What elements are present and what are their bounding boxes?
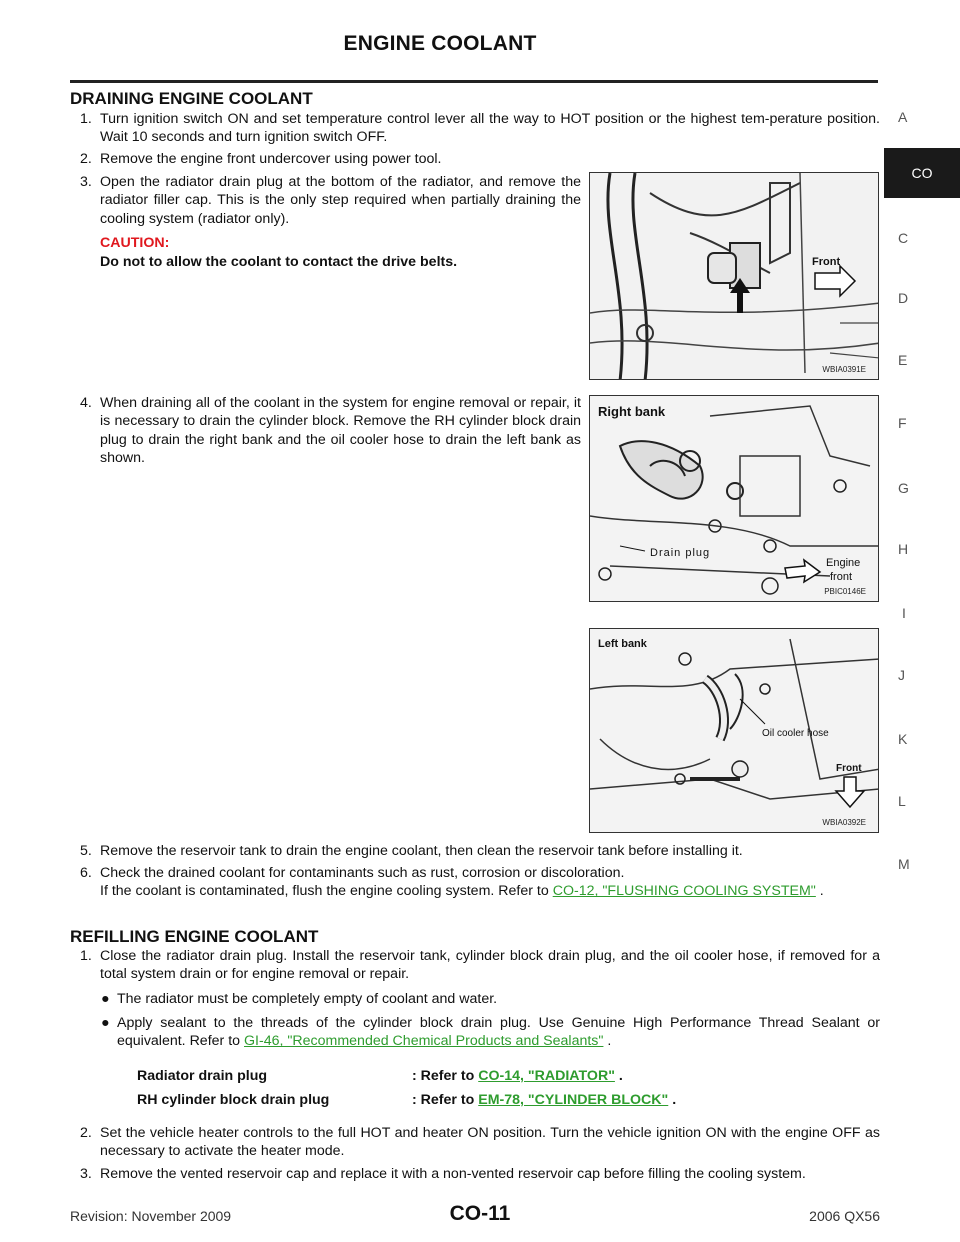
draining-step-6: 6. Check the drained coolant for contaminants such as rust, corrosion or discoloration. If the coolant is contaminated, flush the engine cooling system. Refer to CO-12, "FLUSHING COOLING SYSTEM" . [80,865,824,900]
figure-left-bank-drain [589,628,879,833]
footer-page-number: CO-11 [449,1202,511,1225]
draining-step-1: 1. Turn ignition switch ON and set temperature control lever all the way to HOT position or the highest tem-perature position. Wait 10 seconds and turn ignition switch OFF. [80,111,880,146]
draining-step-5-text: Remove the reservoir tank to drain the engine coolant, then clean the reservoir tank before installing it. [100,843,743,859]
header-rule [70,80,878,83]
fig3-front-label: Front [836,763,862,774]
sidebar-item-g[interactable]: G [898,480,909,496]
sidebar-item-k[interactable]: K [898,731,908,747]
draining-step-6-refer: If the coolant is contaminated, flush the engine cooling system. Refer to [100,883,549,900]
draining-step-2-text: Remove the engine front undercover using power tool. [100,151,442,167]
sidebar-item-i[interactable]: I [902,605,906,621]
refilling-step-3: 3. Remove the vented reservoir cap and replace it with a non-vented reservoir cap before filling the cooling system. [80,1166,806,1182]
spec-cylinder-label: RH cylinder block drain plug [137,1092,330,1108]
sidebar-item-h[interactable]: H [898,541,909,557]
fig3-code: WBIA0392E [822,817,866,827]
fig3-hose-label: Oil cooler hose [762,728,829,739]
left-bank-illustration [590,629,879,833]
fig2-drain-label: Drain plug [650,547,711,559]
sidebar-item-f[interactable]: F [898,415,907,431]
refilling-step-3-text: Remove the vented reservoir cap and replace it with a non-vented reservoir cap before filling the cooling system. [100,1166,806,1182]
spec-radiator-end: . [618,1068,623,1084]
refilling-bullet-2: ● Apply sealant to the threads of the cylinder block drain plug. Use Genuine High Performance Thread Sealant or equivalent. Refer to GI-46, "Recommended Chemical Products and Sealants" . [101,1015,880,1050]
spec-row-radiator-drain-plug [137,1067,623,1085]
radiator-drain-illustration [590,173,879,380]
sidebar-item-c[interactable]: C [898,230,909,246]
refilling-step-2-text: Set the vehicle heater controls to the full HOT and heater ON position. Turn the vehicle ignition ON with the engine OFF as necessary to activate the heater mode. [100,1125,880,1160]
spec-radiator-label: Radiator drain plug [137,1068,268,1084]
draining-step-6-text: Check the drained coolant for contaminants such as rust, corrosion or discoloration. [100,865,625,881]
footer-revision: Revision: November 2009 [70,1208,232,1224]
draining-step-1-text: Turn ignition switch ON and set temperature control lever all the way to HOT position or the highest tem-perature position. Wait 10 seconds and turn ignition switch OFF. [100,111,880,146]
sidebar-item-e[interactable]: E [898,352,908,368]
sidebar-item-d[interactable]: D [898,290,909,306]
sidebar-item-m[interactable]: M [898,856,910,872]
fig2-engine-label-1: Engine [826,557,861,569]
sidebar-item-a[interactable]: A [898,109,908,125]
figure-radiator-drain [589,172,879,380]
spec-cylinder-end: . [672,1092,677,1108]
footer-model: 2006 QX56 [809,1208,880,1224]
draining-step-3-text: Open the radiator drain plug at the bottom of the radiator, and remove the radiator filler cap. This is the only step required when partially draining the cooling system (radiator only). [100,174,581,227]
caution-heading: CAUTION: [100,235,170,252]
spec-radiator-refer: : Refer to [412,1068,475,1084]
caution-text: Do not to allow the coolant to contact the drive belts. [100,253,458,270]
fig1-front-label: Front [812,256,841,268]
link-cylinder-block[interactable]: EM-78, "CYLINDER BLOCK" [478,1092,669,1108]
link-flushing-cooling-system[interactable]: CO-12, "FLUSHING COOLING SYSTEM" [552,883,816,900]
draining-step-4: 4. When draining all of the coolant in the system for engine removal or repair, it is necessary to drain the cylinder block. Remove the RH cylinder block drain plug to drain the right bank and the oil cooler hose to drain the left bank as shown. [80,395,581,467]
refilling-heading: REFILLING ENGINE COOLANT [70,927,319,946]
link-radiator[interactable]: CO-14, "RADIATOR" [478,1068,615,1084]
fig2-title: Right bank [598,404,666,419]
fig2-engine-label-2: front [830,571,853,583]
draining-step-4-text: When draining all of the coolant in the system for engine removal or repair, it is necessary to drain the cylinder block. Remove the RH cylinder block drain plug to drain the right bank and the oil cooler hose to drain the left bank as shown. [100,395,581,467]
refilling-bullet-1: ● The radiator must be completely empty of coolant and water. [101,991,498,1007]
fig1-code: WBIA0391E [822,364,866,374]
refilling-step-2: 2. Set the vehicle heater controls to the full HOT and heater ON position. Turn the vehicle ignition ON with the engine OFF as necessary to activate the heater mode. [80,1125,880,1160]
draining-step-6-end: . [819,883,824,900]
refilling-bullet-2-text: Apply sealant to the threads of the cylinder block drain plug. Use Genuine High Performance Thread Sealant or equivalent. Refer to [117,1015,880,1050]
fig3-title: Left bank [598,638,647,650]
draining-step-2: 2. Remove the engine front undercover using power tool. [80,151,442,167]
draining-step-5: 5. Remove the reservoir tank to drain the engine coolant, then clean the reservoir tank before installing it. [80,843,743,859]
sidebar-item-j[interactable]: J [898,667,905,683]
sidebar-item-l[interactable]: L [898,793,906,809]
spec-row-rh-cylinder-block-drain-plug [137,1091,677,1109]
refilling-step-1-text: Close the radiator drain plug. Install the reservoir tank, cylinder block drain plug, and the oil cooler hose, if removed for a total system drain or for engine removal or repair. [100,948,880,983]
figure-right-bank-drain [589,395,879,602]
right-bank-illustration [590,396,879,602]
spec-cylinder-refer: : Refer to [412,1092,475,1108]
link-recommended-chemical-products[interactable]: GI-46, "Recommended Chemical Products and Sealants" [244,1033,604,1050]
sidebar-item-co-active[interactable]: CO [884,148,960,198]
refilling-bullet-2-end: . [607,1033,612,1050]
spec-cylinder-ref [412,1091,676,1109]
refilling-step-1: 1. Close the radiator drain plug. Install the reservoir tank, cylinder block drain plug, and the oil cooler hose, if removed for a total system drain or for engine removal or repair. [80,948,880,983]
spec-radiator-ref [412,1067,623,1085]
fig2-code: PBIC0146E [824,586,866,596]
page-title: ENGINE COOLANT [343,32,537,55]
refilling-bullet-1-text: The radiator must be completely empty of coolant and water. [117,991,498,1007]
draining-step-3: 3. Open the radiator drain plug at the bottom of the radiator, and remove the radiator filler cap. This is the only step required when partially draining the cooling system (radiator only). CAUTION: Do not to allow the coolant to contact the drive belts. [80,174,581,270]
draining-heading: DRAINING ENGINE COOLANT [70,89,313,108]
